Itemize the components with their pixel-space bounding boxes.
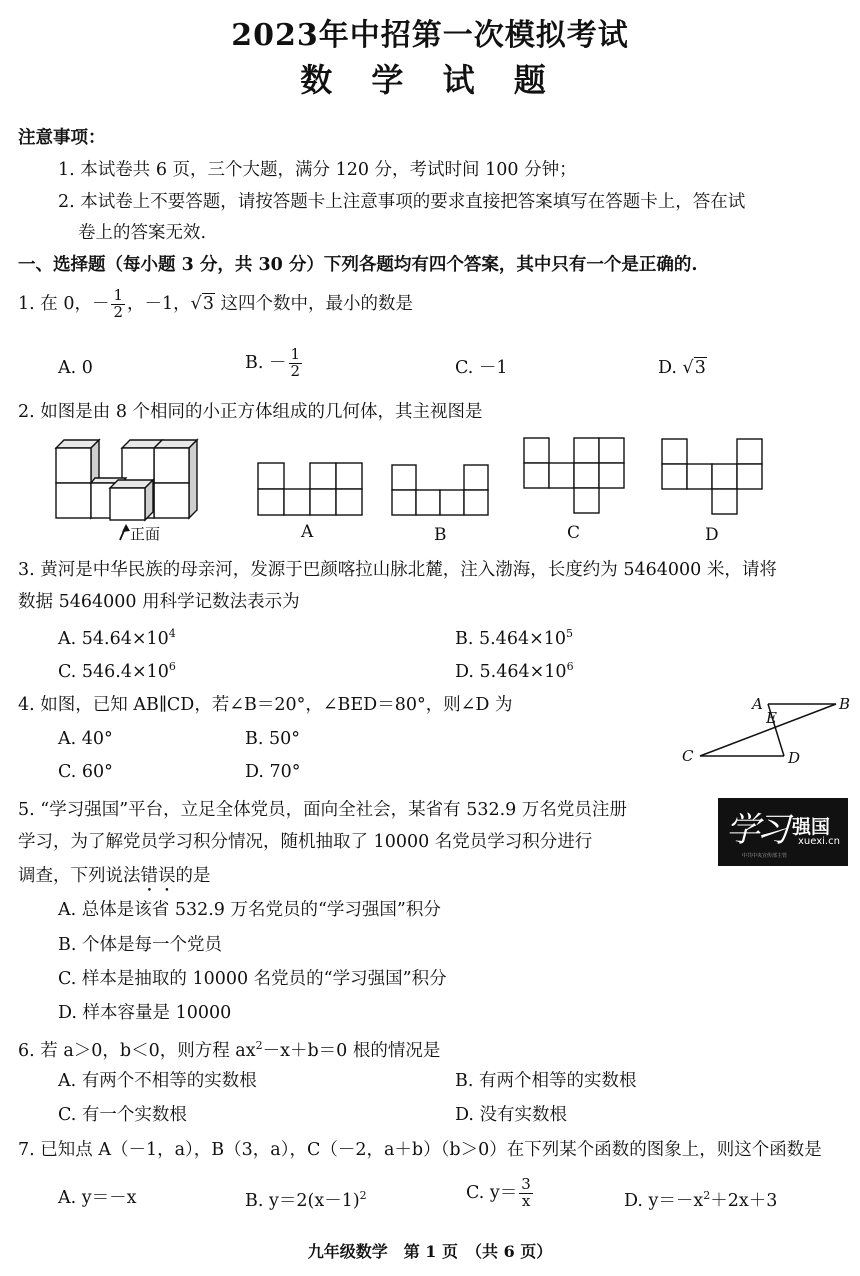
q4-figure [676, 690, 856, 772]
notes-item-2: 2. 本试卷上不要答题，请按答题卡上注意事项的要求直接把答案填写在答题卡上，答在试 [58, 192, 746, 212]
q5-stem-line-2: 学习，为了解党员学习积分情况，随机抽取了 10000 名党员学习积分进行 [18, 832, 593, 852]
q4-option-c: C. 60° [58, 762, 113, 782]
q2-label-c: C [567, 523, 581, 543]
notes-item-1: 1. 本试卷共 6 页，三个大题，满分 120 分，考试时间 100 分钟； [58, 160, 577, 180]
page-footer: 九年级数学 第 1 页 （共 6 页） [307, 1242, 553, 1261]
q5-stem-line-1: 5. “学习强国”平台，立足全体党员，面向全社会，某省有 532.9 万名党员注册 [18, 800, 627, 820]
q2-view-b [392, 465, 488, 515]
q5-option-d: D. 样本容量是 10000 [58, 1003, 232, 1023]
q3-option-d: D. $5.464\times 10^6$ [455, 660, 574, 682]
q3-stem-line-1: 3. 黄河是中华民族的母亲河，发源于巴颜喀拉山脉北麓，注入渤海，长度约为 5464000 米，请将 [18, 560, 777, 580]
q4-option-a: A. 40° [58, 729, 113, 749]
q7-option-d: D. $y=-x^2+2x+3$ [624, 1189, 778, 1211]
q7-option-c: C. y＝ $\frac{3}{x}$ [466, 1175, 531, 1210]
xuexi-qiangguo-logo: 学习 强国 xuexi.cn 中共中央宣传部主管 [718, 798, 848, 866]
q4-point-c: C [682, 747, 694, 765]
q1-option-c: C. －1 [455, 358, 508, 378]
exam-title: 2023年中招第一次模拟考试 [231, 18, 629, 53]
q2-label-b: B [434, 525, 447, 545]
q2-figure [50, 432, 850, 550]
q5-option-c: C. 样本是抽取的 10000 名党员的“学习强国”积分 [58, 969, 447, 989]
q6-option-c: C. 有一个实数根 [58, 1105, 187, 1125]
q3-option-c: C. $546.4\times 10^6$ [58, 660, 176, 682]
q2-view-c [524, 438, 624, 513]
q6-stem: 6. 若 a＞0，b＜0，则方程 $ax^2-x+b=0$ 根的情况是 [18, 1039, 441, 1061]
section-1-heading: 一、选择题（每小题 3 分，共 30 分）下列各题均有四个答案，其中只有一个是正确的. [18, 255, 698, 275]
q6-option-d: D. 没有实数根 [455, 1105, 568, 1125]
q5-option-b: B. 个体是每一个党员 [58, 935, 222, 955]
notes-item-2-cont: 卷上的答案无效. [78, 223, 207, 243]
q2-solid [56, 440, 197, 520]
q2-label-d: D [705, 525, 719, 545]
notes-heading: 注意事项： [18, 128, 106, 148]
q1-option-b: B. － $\frac{1}{2}$ [245, 345, 301, 380]
q4-point-e: E [766, 709, 777, 727]
q2-view-a [258, 463, 362, 515]
q7-option-a: A. y＝－x [58, 1188, 137, 1208]
q4-stem: 4. 如图，已知 AB∥CD，若∠B＝20°，∠BED＝80°，则∠D 为 [18, 695, 513, 715]
q4-option-b: B. 50° [245, 729, 301, 749]
q1-option-a: A. 0 [58, 358, 93, 378]
q3-option-a: A. $54.64\times 10^4$ [58, 627, 176, 649]
q6-option-a: A. 有两个不相等的实数根 [58, 1071, 257, 1091]
q4-option-d: D. 70° [245, 762, 301, 782]
q3-stem-line-2: 数据 5464000 用科学记数法表示为 [18, 592, 300, 612]
exam-subtitle: 数 学 试 题 [300, 61, 560, 99]
q2-label-a: A [301, 522, 314, 542]
q1-option-d: D. √3 [658, 358, 706, 378]
q1-stem: 1. 在 0，－ $\frac{1}{2}$ ，－1，√3 这四个数中，最小的数是 [18, 286, 414, 321]
q5-option-a: A. 总体是该省 532.9 万名党员的“学习强国”积分 [58, 900, 441, 920]
q3-option-b: B. $5.464\times 10^5$ [455, 627, 574, 649]
q4-point-d: D [788, 749, 801, 767]
q4-point-a: A [752, 695, 763, 713]
q4-point-b: B [839, 695, 851, 713]
q7-option-b: B. $y=2(x-1)^2$ [245, 1189, 367, 1211]
q2-front-label: 正面 [130, 525, 161, 543]
q2-view-d [662, 439, 762, 514]
q6-option-b: B. 有两个相等的实数根 [455, 1071, 637, 1091]
q2-stem: 2. 如图是由 8 个相同的小正方体组成的几何体，其主视图是 [18, 402, 483, 422]
q7-stem: 7. 已知点 A（－1，a），B（3，a），C（－2，a＋b）（b＞0）在下列某个函数的图象上，则这个函数是 [18, 1140, 822, 1160]
q5-stem-line-3: 调查，下列说法错误的是 [18, 866, 211, 886]
